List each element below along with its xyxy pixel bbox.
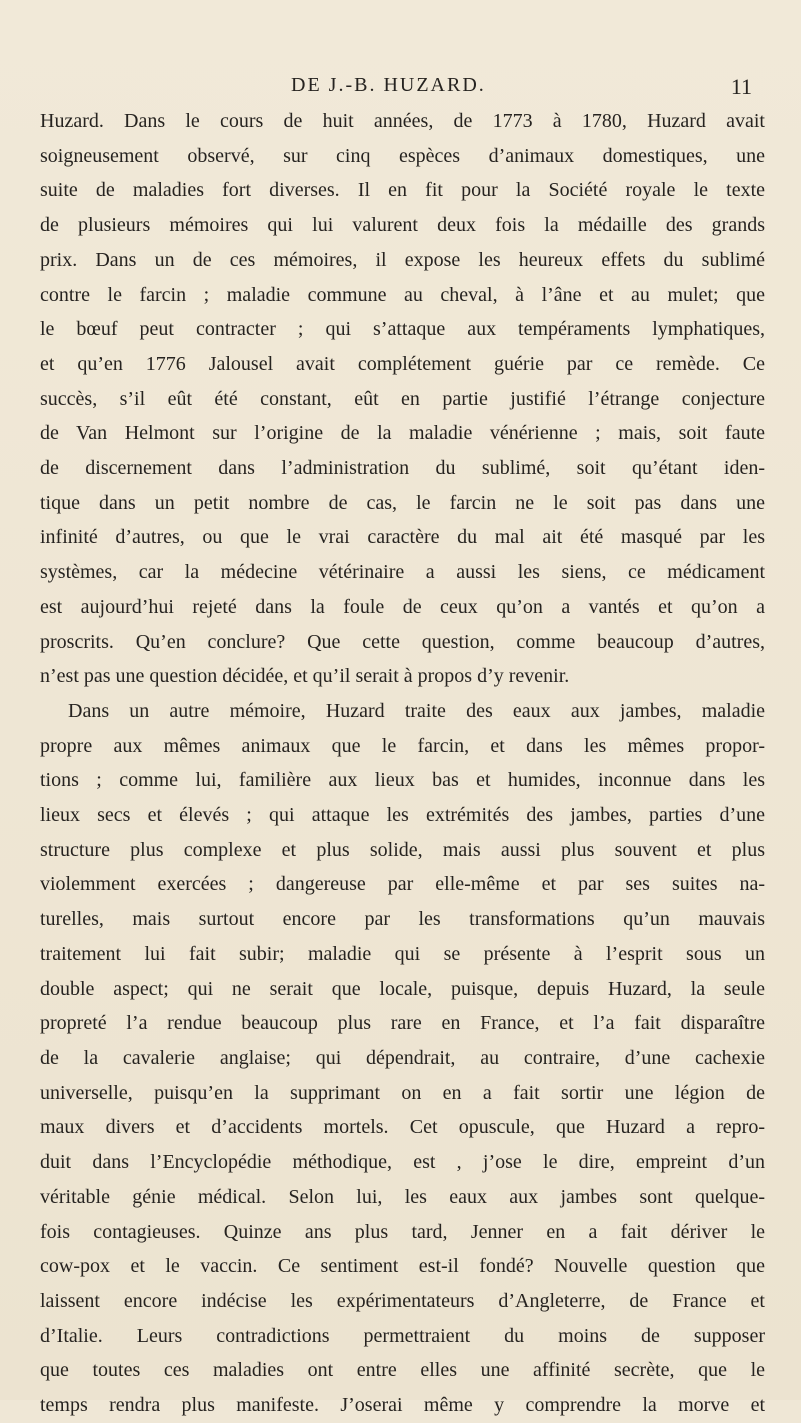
text-line: prix. Dans un de ces mémoires, il expose les heureux effets du sublimé (40, 248, 765, 271)
running-title: DE J.-B. HUZARD. (291, 74, 486, 96)
text-line: infinité d’autres, ou que le vrai caractère du mal ait été masqué par les (40, 526, 765, 549)
text-line: succès, s’il eût été constant, eût en partie justifié l’étrange conjecture (40, 387, 765, 410)
text-line: d’Italie. Leurs contradictions permettraient du moins de supposer (40, 1324, 765, 1347)
text-line: lieux secs et élevés ; qui attaque les extrémités des jambes, parties d’une (40, 804, 765, 827)
text-line: contre le farcin ; maladie commune au cheval, à l’âne et au mulet; que (40, 283, 765, 306)
text-line: violemment exercées ; dangereuse par elle-même et par ses suites na- (40, 873, 765, 896)
text-line: turelles, mais surtout encore par les transformations qu’un mauvais (40, 908, 765, 931)
text-line: tions ; comme lui, familière aux lieux bas et humides, inconnue dans les (40, 769, 765, 792)
text-line: universelle, puisqu’en la supprimant on en a fait sortir une légion de (40, 1081, 765, 1104)
text-line: suite de maladies fort diverses. Il en fit pour la Société royale le texte (40, 179, 765, 202)
text-line: de Van Helmont sur l’origine de la maladie vénérienne ; mais, soit faute (40, 422, 765, 445)
text-line: tique dans un petit nombre de cas, le farcin ne le soit pas dans une (40, 491, 765, 514)
text-line: structure plus complexe et plus solide, mais aussi plus souvent et plus (40, 838, 765, 861)
text-line: traitement lui fait subir; maladie qui se présente à l’esprit sous un (40, 942, 765, 965)
text-line: cow-pox et le vaccin. Ce sentiment est-il fondé? Nouvelle question que (40, 1255, 765, 1278)
text-line: véritable génie médical. Selon lui, les eaux aux jambes sont quelque- (40, 1185, 765, 1208)
text-line: laissent encore indécise les expérimentateurs d’Angleterre, de France et (40, 1289, 765, 1312)
text-line: de discernement dans l’administration du sublimé, soit qu’étant iden- (40, 457, 765, 480)
text-line: n’est pas une question décidée, et qu’il serait à propos d’y revenir. (40, 665, 570, 688)
text-line: double aspect; qui ne serait que locale, puisque, depuis Huzard, la seule (40, 977, 765, 1000)
text-line: fois contagieuses. Quinze ans plus tard, Jenner en a fait dériver le (40, 1220, 765, 1243)
paragraph-start-line: Dans un autre mémoire, Huzard traite des eaux aux jambes, maladie (68, 699, 765, 722)
text-line: que toutes ces maladies ont entre elles une affinité secrète, que le (40, 1359, 765, 1382)
text-line: propreté l’a rendue beaucoup plus rare en France, et l’a fait disparaître (40, 1012, 765, 1035)
text-line: de la cavalerie anglaise; qui dépendrait, au contraire, d’une cachexie (40, 1046, 765, 1069)
text-line: propre aux mêmes animaux que le farcin, et dans les mêmes propor- (40, 734, 765, 757)
running-head (0, 74, 801, 104)
text-line: maux divers et d’accidents mortels. Cet opuscule, que Huzard a repro- (40, 1116, 765, 1139)
text-line: est aujourd’hui rejeté dans la foule de ceux qu’on a vantés et qu’on a (40, 595, 765, 618)
page-number: 11 (730, 74, 752, 99)
text-line: le bœuf peut contracter ; qui s’attaque aux tempéraments lymphatiques, (40, 318, 765, 341)
text-line: systèmes, car la médecine vétérinaire a aussi les siens, ce médicament (40, 561, 765, 584)
text-line: temps rendra plus manifeste. J’oserai même y comprendre la morve et (40, 1394, 765, 1417)
text-line: soigneusement observé, sur cinq espèces d’animaux domestiques, une (40, 144, 765, 167)
text-line: et qu’en 1776 Jalousel avait complétement guérie par ce remède. Ce (40, 352, 765, 375)
text-line: proscrits. Qu’en conclure? Que cette question, comme beaucoup d’autres, (40, 630, 765, 653)
text-line: Huzard. Dans le cours de huit années, de 1773 à 1780, Huzard avait (40, 110, 765, 132)
text-line: de plusieurs mémoires qui lui valurent deux fois la médaille des grands (40, 214, 765, 237)
text-line: duit dans l’Encyclopédie méthodique, est , j’ose le dire, empreint d’un (40, 1151, 765, 1174)
body-text (40, 104, 765, 1423)
